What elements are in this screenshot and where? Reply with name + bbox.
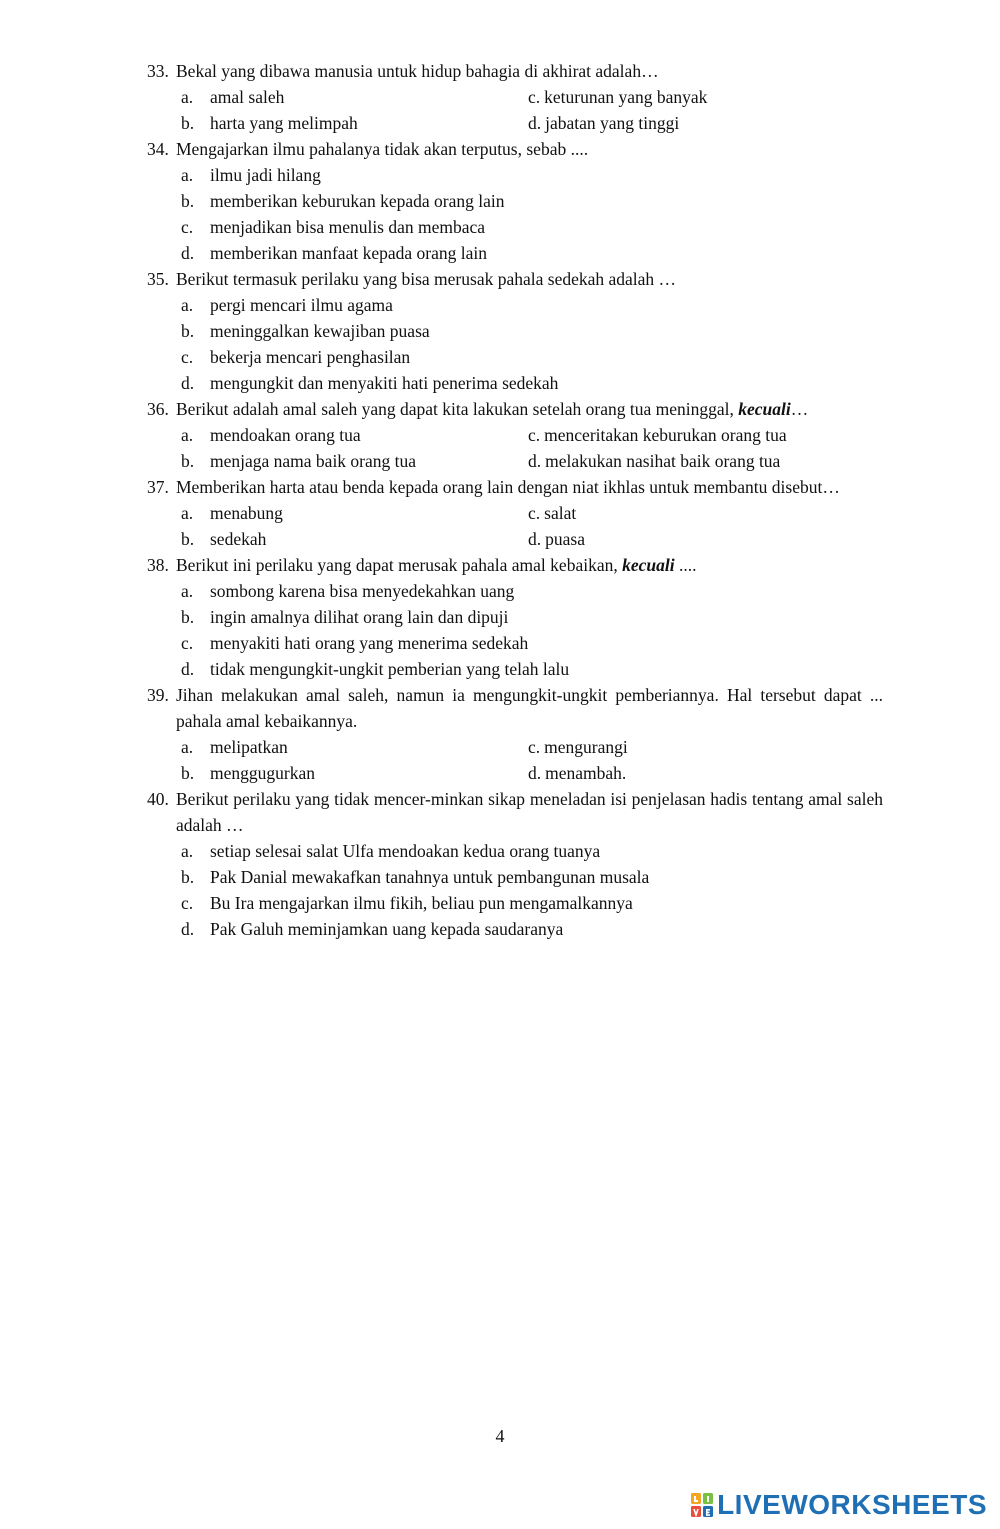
question-emphasis: kecuali [738, 399, 791, 419]
question-36 [147, 396, 883, 474]
question-text [176, 474, 883, 500]
option-row [181, 734, 883, 760]
question-stem [147, 552, 883, 578]
option-text: memberikan manfaat kepada orang lain [210, 243, 487, 263]
option-text: melakukan nasihat baik orang tua [545, 451, 781, 471]
question-34 [147, 136, 883, 266]
option-letter: b. [181, 607, 195, 627]
question-text-main: Berikut termasuk perilaku yang bisa merusak pahala sedekah adalah … [176, 269, 677, 289]
option-text: mengurangi [544, 737, 628, 757]
answer-option-d[interactable] [181, 370, 883, 396]
option-letter: b. [181, 529, 195, 549]
question-tail: … [790, 399, 809, 419]
option-letter: c. [528, 425, 541, 445]
answer-option-d[interactable] [528, 448, 883, 474]
option-letter: a. [181, 737, 194, 757]
answer-option-a[interactable] [181, 734, 528, 760]
answer-options [181, 292, 883, 396]
answer-option-c[interactable] [181, 630, 883, 656]
option-text: Pak Danial mewakafkan tanahnya untuk pembangunan musala [210, 867, 650, 887]
option-letter: d. [181, 659, 195, 679]
option-text: mengungkit dan menyakiti hati penerima sedekah [210, 373, 559, 393]
answer-option-d[interactable] [528, 110, 883, 136]
option-letter: d. [528, 529, 542, 549]
answer-option-b[interactable] [181, 760, 528, 786]
question-text-main: Berikut ini perilaku yang dapat merusak pahala amal kebaikan, [176, 555, 618, 575]
option-letter: d. [528, 451, 542, 471]
question-stem [147, 474, 883, 500]
question-stem [147, 396, 883, 422]
answer-option-c[interactable] [181, 890, 883, 916]
question-38 [147, 552, 883, 682]
answer-option-c[interactable] [528, 734, 883, 760]
option-text: keturunan yang banyak [544, 87, 708, 107]
option-row [181, 760, 883, 786]
option-letter: a. [181, 165, 194, 185]
answer-options [181, 578, 883, 682]
option-text: mendoakan orang tua [210, 425, 361, 445]
option-text: memberikan keburukan kepada orang lain [210, 191, 505, 211]
option-text: menyakiti hati orang yang menerima sedekah [210, 633, 529, 653]
option-letter: a. [181, 503, 194, 523]
answer-option-b[interactable] [181, 526, 528, 552]
option-letter: a. [181, 295, 194, 315]
option-letter: b. [181, 763, 195, 783]
answer-option-d[interactable] [181, 916, 883, 942]
option-letter: b. [181, 451, 195, 471]
option-letter: c. [528, 87, 541, 107]
question-stem [147, 136, 883, 162]
answer-option-d[interactable] [528, 760, 883, 786]
option-letter: c. [181, 633, 194, 653]
option-text: menjaga nama baik orang tua [210, 451, 417, 471]
answer-option-a[interactable] [181, 162, 883, 188]
answer-options [181, 500, 883, 552]
answer-option-c[interactable] [528, 500, 883, 526]
option-letter: c. [181, 217, 194, 237]
option-text: sombong karena bisa menyedekahkan uang [210, 581, 515, 601]
answer-option-b[interactable] [181, 318, 883, 344]
option-letter: c. [528, 737, 541, 757]
question-text [176, 396, 883, 422]
answer-option-c[interactable] [181, 214, 883, 240]
option-letter: d. [181, 373, 195, 393]
option-text: salat [544, 503, 577, 523]
question-emphasis: kecuali [622, 555, 675, 575]
option-text: menggugurkan [210, 763, 315, 783]
answer-option-b[interactable] [181, 604, 883, 630]
question-stem [147, 58, 883, 84]
question-number: 35. [147, 269, 169, 289]
question-text-main: Mengajarkan ilmu pahalanya tidak akan terputus, sebab .... [176, 139, 589, 159]
option-letter: c. [528, 503, 541, 523]
question-list [147, 58, 883, 942]
question-stem [147, 786, 883, 838]
option-text: meninggalkan kewajiban puasa [210, 321, 430, 341]
option-letter: a. [181, 581, 194, 601]
question-stem [147, 266, 883, 292]
option-text: bekerja mencari penghasilan [210, 347, 411, 367]
option-row [181, 500, 883, 526]
question-number: 36. [147, 399, 169, 419]
answer-option-d[interactable] [528, 526, 883, 552]
answer-options [181, 838, 883, 942]
answer-option-c[interactable] [528, 84, 883, 110]
question-40 [147, 786, 883, 942]
question-text [176, 552, 883, 578]
option-letter: c. [181, 347, 194, 367]
answer-options [181, 734, 883, 786]
question-text-main: Berikut adalah amal saleh yang dapat kita lakukan setelah orang tua meninggal, [176, 399, 734, 419]
option-letter: d. [528, 763, 542, 783]
question-number: 33. [147, 61, 169, 81]
option-text: ingin amalnya dilihat orang lain dan dipuji [210, 607, 509, 627]
question-number: 40. [147, 789, 169, 809]
question-text [176, 786, 883, 838]
option-text: amal saleh [210, 87, 285, 107]
question-number: 37. [147, 477, 169, 497]
option-row [181, 526, 883, 552]
option-letter: d. [528, 113, 542, 133]
question-33 [147, 58, 883, 136]
option-text: menceritakan keburukan orang tua [544, 425, 787, 445]
question-number: 34. [147, 139, 169, 159]
question-text-main: Berikut perilaku yang tidak mencer-minkan sikap meneladan isi penjelasan hadis tentang amal saleh adalah … [176, 789, 883, 835]
option-text: Pak Galuh meminjamkan uang kepada saudaranya [210, 919, 564, 939]
question-text-main: Jihan melakukan amal saleh, namun ia mengungkit-ungkit pemberiannya. Hal tersebut dapat ... pahala amal kebaikannya. [176, 685, 883, 731]
liveworksheets-brand[interactable] [690, 1487, 987, 1523]
option-row [181, 110, 883, 136]
question-39 [147, 682, 883, 786]
option-letter: c. [181, 893, 194, 913]
question-37 [147, 474, 883, 552]
option-row [181, 422, 883, 448]
question-35 [147, 266, 883, 396]
answer-option-d[interactable] [181, 240, 883, 266]
answer-option-b[interactable] [181, 864, 883, 890]
question-text [176, 682, 883, 734]
option-letter: b. [181, 321, 195, 341]
question-text [176, 58, 883, 84]
answer-option-d[interactable] [181, 656, 883, 682]
option-text: melipatkan [210, 737, 288, 757]
answer-options [181, 422, 883, 474]
option-letter: b. [181, 191, 195, 211]
question-text-main: Memberikan harta atau benda kepada orang lain dengan niat ikhlas untuk membantu disebut… [176, 477, 840, 497]
option-letter: a. [181, 425, 194, 445]
option-letter: d. [181, 919, 195, 939]
option-text: menjadikan bisa menulis dan membaca [210, 217, 486, 237]
option-text: harta yang melimpah [210, 113, 358, 133]
question-number: 38. [147, 555, 169, 575]
question-text-main: Bekal yang dibawa manusia untuk hidup bahagia di akhirat adalah… [176, 61, 659, 81]
brand-name: LIVEWORKSHEETS [717, 1489, 987, 1520]
answer-option-c[interactable] [181, 344, 883, 370]
answer-options [181, 162, 883, 266]
answer-option-a[interactable] [181, 578, 883, 604]
answer-option-a[interactable] [181, 422, 528, 448]
option-letter: a. [181, 87, 194, 107]
answer-options [181, 84, 883, 136]
question-text [176, 266, 883, 292]
option-letter: b. [181, 867, 195, 887]
option-row [181, 84, 883, 110]
option-text: menabung [210, 503, 283, 523]
option-text: jabatan yang tinggi [545, 113, 680, 133]
answer-option-a[interactable] [181, 500, 528, 526]
answer-option-c[interactable] [528, 422, 883, 448]
option-text: menambah. [545, 763, 627, 783]
answer-option-b[interactable] [181, 110, 528, 136]
liveworksheets-logo-icon [690, 1491, 714, 1519]
option-text: puasa [545, 529, 585, 549]
option-letter: a. [181, 841, 194, 861]
option-text: pergi mencari ilmu agama [210, 295, 393, 315]
page-number: 4 [495, 1426, 505, 1446]
option-text: tidak mengungkit-ungkit pemberian yang telah lalu [210, 659, 570, 679]
option-text: setiap selesai salat Ulfa mendoakan kedua orang tuanya [210, 841, 601, 861]
answer-option-b[interactable] [181, 188, 883, 214]
option-text: Bu Ira mengajarkan ilmu fikih, beliau pun mengamalkannya [210, 893, 633, 913]
option-text: sedekah [210, 529, 267, 549]
option-row [181, 448, 883, 474]
answer-option-a[interactable] [181, 292, 883, 318]
answer-option-a[interactable] [181, 838, 883, 864]
option-letter: d. [181, 243, 195, 263]
question-tail: .... [674, 555, 697, 575]
answer-option-a[interactable] [181, 84, 528, 110]
option-letter: b. [181, 113, 195, 133]
question-text [176, 136, 883, 162]
question-stem [147, 682, 883, 734]
answer-option-b[interactable] [181, 448, 528, 474]
option-text: ilmu jadi hilang [210, 165, 321, 185]
question-number: 39. [147, 685, 169, 705]
